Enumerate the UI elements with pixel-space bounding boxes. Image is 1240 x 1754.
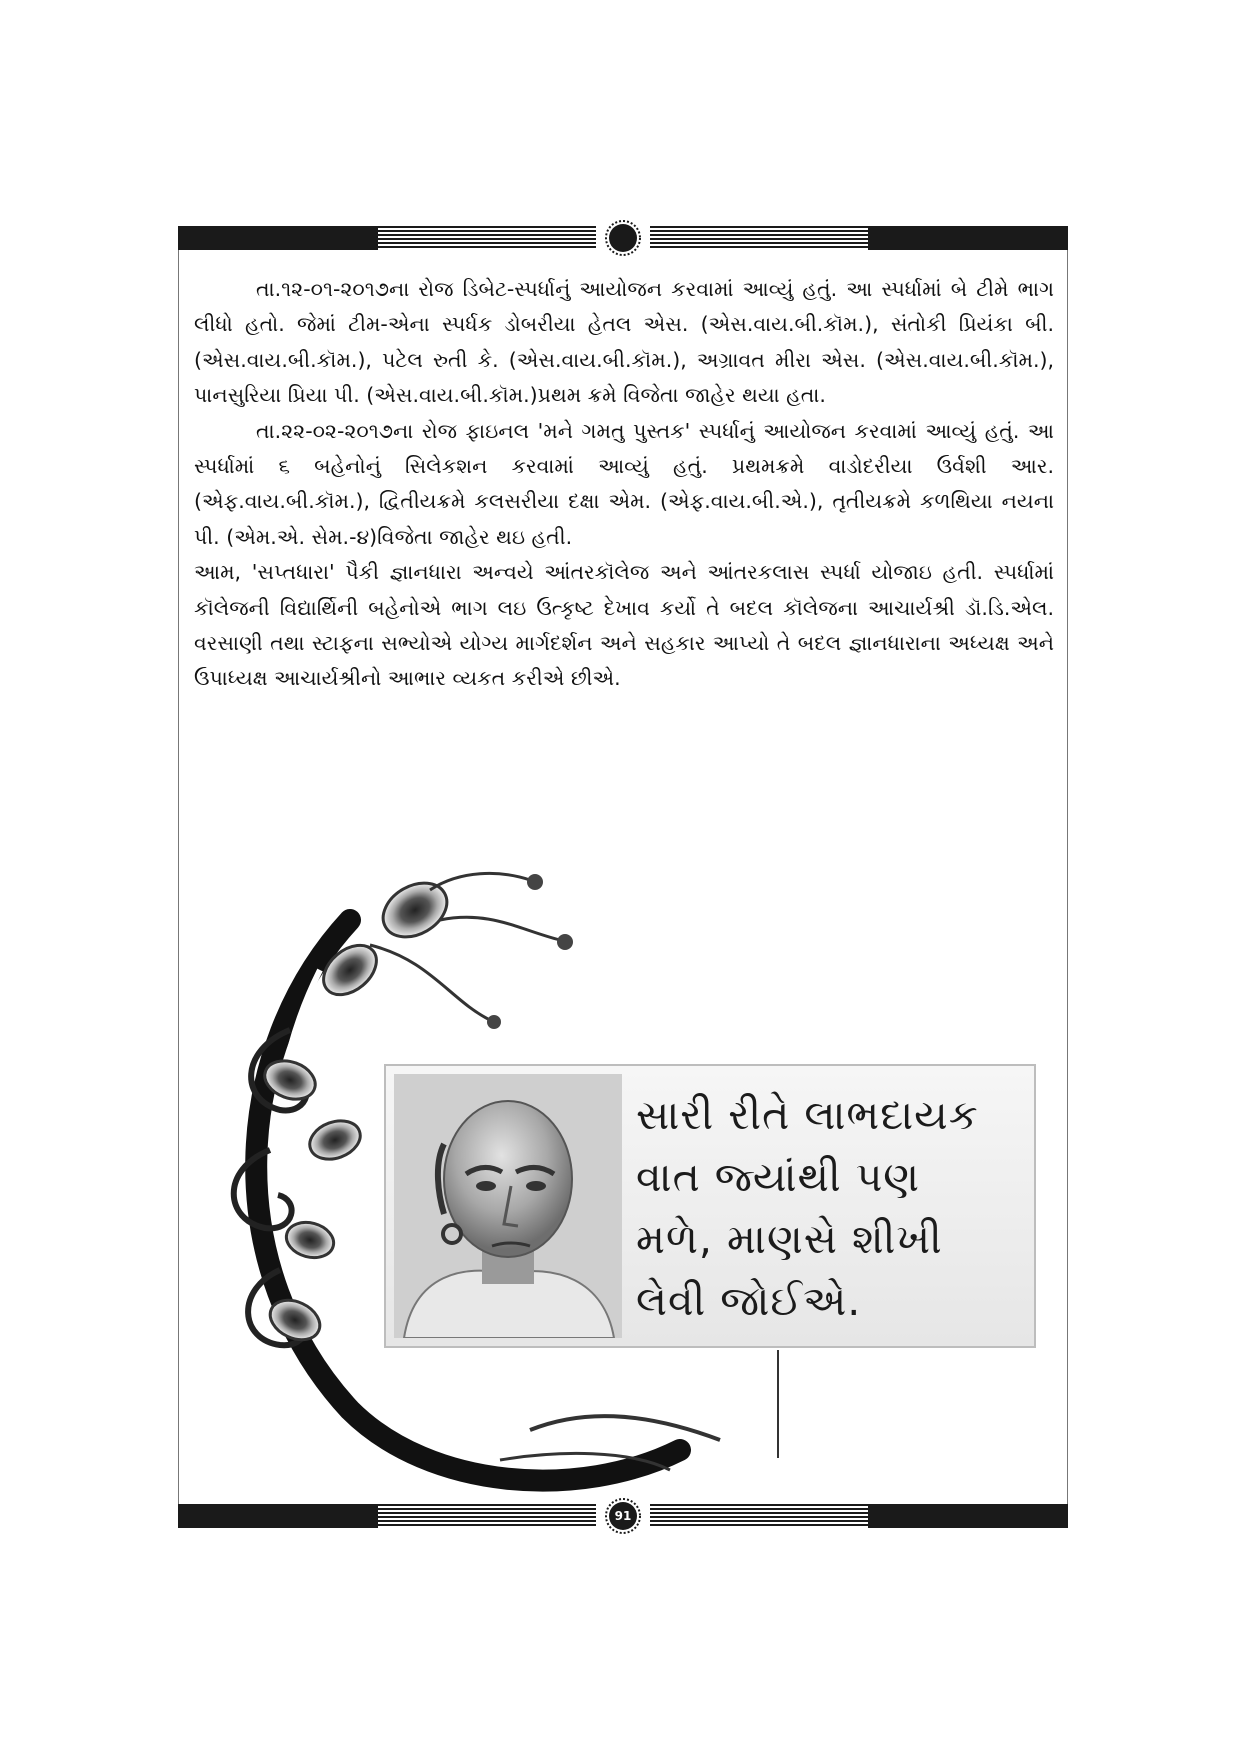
quote-panel <box>384 1064 1036 1348</box>
paragraph-debate: તા.૧૨-૦૧-૨૦૧૭ના રોજ ડિબેટ-સ્પર્ધાનું આયોજન કરવામાં આવ્યું હતું. આ સ્પર્ધામાં બે ટીમે ભાગ લીધો હતો. જેમાં ટીમ-એના સ્પર્ધક ડોબરીયા હેતલ એસ. (એસ.વાય.બી.કૉમ.), સંતોકી પ્રિયંકા બી. (એસ.વાય.બી.કૉમ.), પટેલ રુતી કે. (એસ.વાય.બી.કૉમ.), અગ્રાવત મીરા એસ. (એસ.વાય.બી.કૉમ.), પાનસુરિયા પ્રિયા પી. (એસ.વાય.બી.કૉમ.)પ્રથમ ક્રમે વિજેતા જાહેર થયા હતા. <box>194 277 1054 408</box>
portrait-illustration <box>394 1074 622 1338</box>
divider-stem <box>777 1350 779 1458</box>
quote-text <box>636 1084 1026 1332</box>
quote-line: લેવી જોઈએ. <box>636 1277 862 1325</box>
header-ornament <box>178 226 1068 250</box>
footer-ornament <box>178 1504 1068 1528</box>
quote-line: મળે, માણસે શીખી <box>636 1215 943 1263</box>
paragraph-book-competition: તા.૨૨-૦૨-૨૦૧૭ના રોજ ફાઇનલ 'મને ગમતુ પુસ્તક' સ્પર્ધાનું આયોજન કરવામાં આવ્યું હતું. આ સ્પર્ધામાં ૬ બહેનોનું સિલેકશન કરવામાં આવ્યું હતું. પ્રથમક્રમે વાડોદરીયા ઉર્વશી આર. (એફ.વાય.બી.કૉમ.), દ્વિતીયક્રમે કલસરીયા દક્ષા એમ. (એફ.વાય.બી.એ.), તૃતીયક્રમે કળથિયા નયના પી. (એમ.એ. સેમ.-૪)વિજેતા જાહેર થઇ હતી. <box>194 418 1054 549</box>
sun-medallion-icon <box>605 220 641 256</box>
page-number: 91 <box>614 1509 632 1523</box>
quote-line: વાત જ્યાંથી પણ <box>636 1153 921 1201</box>
paragraph-conclusion: આમ, 'સપ્તધારા' પૈકી જ્ઞાનધારા અન્વયે આંતરકૉલેજ અને આંતરકલાસ સ્પર્ધા યોજાઇ હતી. સ્પર્ધામાં કૉલેજની વિદ્યાર્થિની બહેનોએ ભાગ લઇ ઉત્કૃષ્ટ દેખાવ કર્યો તે બદલ કૉલેજના આચાર્યશ્રી ડૉ.ડિ.એલ. વરસાણી તથા સ્ટાફના સભ્યોએ યોગ્ય માર્ગદર્શન અને સહકાર આપ્યો તે બદલ જ્ઞાનધારાના અધ્યક્ષ અને ઉપાધ્યક્ષ આચાર્યશ્રીનો આભાર વ્યકત કરીએ છીએ. <box>194 560 1054 691</box>
quote-line: સારી રીતે લાભદાયક <box>636 1091 979 1139</box>
article-body <box>194 272 1054 697</box>
page-number-medallion <box>605 1498 641 1534</box>
